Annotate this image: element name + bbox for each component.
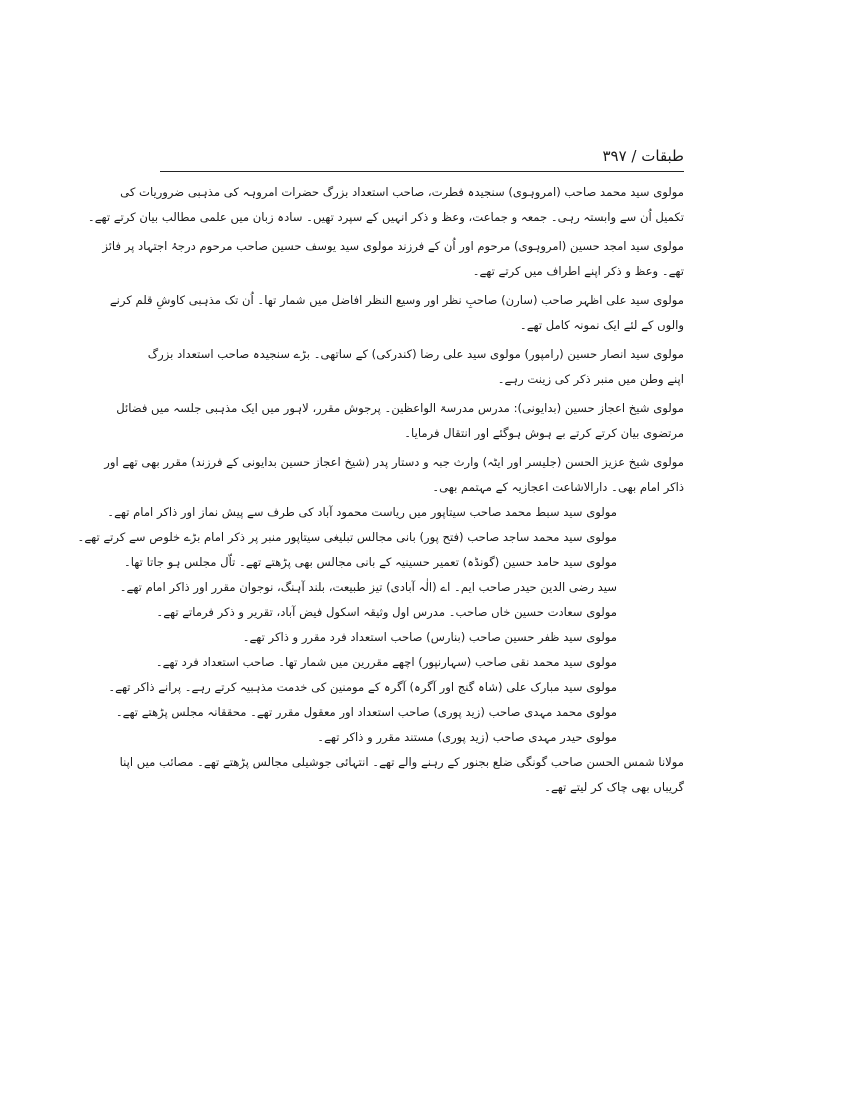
text-line: مولوی سید مبارک علی (شاہ گنج اور آگرہ) آگرہ کے مومنین کی خدمت مذہبیہ کرتے رہے۔ پرانے ذاکر تھے۔ [108,680,617,694]
page-header [160,144,684,170]
text-line: تکمیل اُن سے وابستہ رہی۔ جمعہ و جماعت، وعظ و ذکر انہیں کے سپرد تھیں۔ سادہ زبان میں علمی مطالب بیان کرتے تھے۔ [87,210,684,224]
header-rule [160,171,684,172]
text-line: گریباں بھی چاک کر لیتے تھے۔ [544,780,684,794]
text-line: مولوی سید انصار حسین (رامپور) مولوی سید علی رضا (کندرکی) کے ساتھی۔ بڑے سنجیدہ صاحب استعداد بزرگ [147,347,684,361]
text-line: مولوی سید محمد ساجد صاحب (فتح پور) بانی مجالس تبلیغی سیتاپور منبر پر ذکر امام بڑے خلوص سے کرتے تھے۔ [77,530,617,544]
text-line: اپنے وطن میں منبر ذکر کی زینت رہے۔ [497,372,684,386]
text-line: ذاکر امام بھی۔ دارالاشاعت اعجازیہ کے مہتمم بھی۔ [432,480,684,494]
text-line: مولوی محمد مہدی صاحب (زید پوری) صاحب استعداد اور معقول مقرر تھے۔ محققانہ مجلس پڑھتے تھے۔ [115,705,617,719]
text-line: مولوی سید ظفر حسین صاحب (بنارس) صاحب استعداد فرد مقرر و ذاکر تھے۔ [242,630,617,644]
text-line: سید رضی الدین حیدر صاحب ایم۔ اے (الٰہ آبادی) تیز طبیعت، بلند آہنگ، نوجوان مقرر اور ذاکر امام تھے۔ [119,580,617,594]
text-line: والوں کے لئے ایک نمونہ کامل تھے۔ [519,318,684,332]
running-title: طبقات / ۳۹۷ [602,147,684,165]
text-line: مولوی شیخ عزیز الحسن (جلیسر اور ایٹہ) وارث جبہ و دستار پدر (شیخ اعجاز حسین بدایونی کے فرزند) مقرر بھی تھے اور [104,455,684,469]
text-body [77,180,684,800]
text-line: مولوی سعادت حسین خاں صاحب۔ مدرس اول وثیقہ اسکول فیض آباد، تقریر و ذکر فرماتے تھے۔ [156,605,617,619]
text-line: مولوی شیخ اعجاز حسین (بدایونی): مدرس مدرسۃ الواعظین۔ پرجوش مقرر، لاہور میں ایک مذہبی جلسہ میں فضائل [116,401,684,415]
text-line: مولوی سید امجد حسین (امروہوی) مرحوم اور اُن کے فرزند مولوی سید یوسف حسین صاحب مرحوم درجۂ اجتہاد پر فائز [102,239,684,253]
text-line: مرتضوی بیان کرتے کرتے بے ہوش ہوگئے اور انتقال فرمایا۔ [404,426,684,440]
text-line: مولوی حیدر مہدی صاحب (زید پوری) مستند مقرر و ذاکر تھے۔ [317,730,617,744]
text-line: مولانا شمس الحسن صاحب گونگی ضلع بجنور کے رہنے والے تھے۔ انتہائی جوشیلی مجالس پڑھتے تھے۔ مصائب میں اپنا [119,755,684,769]
text-line: مولوی سید محمد صاحب (امروہوی) سنجیدہ فطرت، صاحب استعداد بزرگ حضرات امروہہ کی مذہبی ضروریات کی [120,185,684,199]
text-line: مولوی سید علی اظہر صاحب (سارن) صاحبِ نظر اور وسیع النظر افاضل میں شمار تھا۔ اُن تک مذہبی کاوشِ قلم کرنے [109,293,684,307]
text-line: مولوی سید حامد حسین (گونڈہ) تعمیر حسینیہ کے بانی مجالس بھی پڑھتے تھے۔ تاّل مجلس ہو جاتا تھا۔ [123,555,617,569]
text-line: تھے۔ وعظ و ذکر اپنے اطراف میں کرتے تھے۔ [472,264,684,278]
text-line: مولوی سید سبط محمد صاحب سیتاپور میں ریاست محمود آباد کی طرف سے پیش نماز اور ذاکر امام تھے۔ [107,505,617,519]
text-line: مولوی سید محمد نقی صاحب (سہارنپور) اچھے مقررین میں شمار تھا۔ صاحب استعداد فرد تھے۔ [155,655,617,669]
